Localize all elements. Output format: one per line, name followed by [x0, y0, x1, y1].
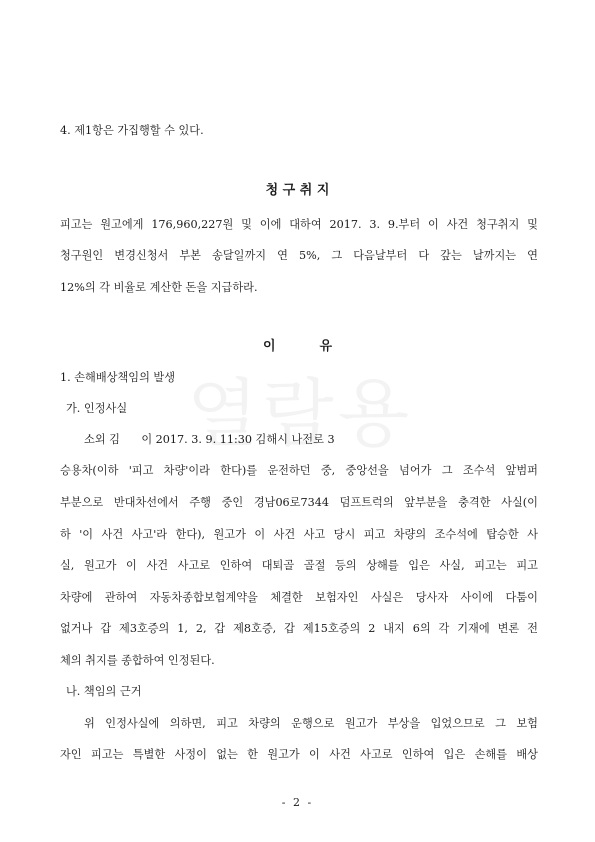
claim-heading: 청 구 취 지: [265, 183, 330, 198]
section-1-title: 1. 손해배상책임의 발생: [60, 371, 176, 384]
reason-heading-right: 유: [319, 339, 333, 354]
claim-line-1: 피고는 원고에게 176,960,227원 및 이에 대하여 2017. 3. 9.부터 이 사건 청구취지 및: [60, 218, 538, 231]
subsection-na-title: 나. 책임의 근거: [66, 685, 142, 698]
claim-line-3: 12%의 각 비율로 계산한 돈을 지급하라.: [60, 281, 258, 294]
reason-heading: [0, 339, 595, 355]
facts-line-4: 하 '이 사건 사고'라 한다), 원고가 이 사건 사고 당시 피고 차량의 조수석에 탑승한 사: [60, 528, 538, 541]
facts-line-6: 차량에 관하여 자동차종합보험계약을 체결한 보험자인 사실은 당사자 사이에 다툼이: [60, 591, 538, 604]
facts-line-3: 부분으로 반대차선에서 주행 중인 경남06로7344 덤프트럭의 앞부분을 충격한 사실(이: [60, 496, 538, 509]
reason-heading-left: 이: [262, 339, 276, 354]
basis-line-2: 자인 피고는 특별한 사정이 없는 한 원고가 이 사건 사고로 인하여 입은 손해를 배상: [60, 748, 538, 761]
claim-line-2: 청구원인 변경신청서 부본 송달일까지 연 5%, 그 다음날부터 다 갚는 날까지는 연: [60, 249, 538, 262]
facts-line-7: 없거나 갑 제3호증의 1, 2, 갑 제8호증, 갑 제15호증의 2 내지 6의 각 기재에 변론 전: [60, 622, 538, 635]
facts-line-1: 소외 김 이 2017. 3. 9. 11:30 김해시 나전로 3: [84, 433, 335, 446]
basis-line-1: 위 인정사실에 의하면, 피고 차량의 운행으로 원고가 부상을 입었으므로 그 보험: [84, 717, 538, 730]
subsection-ga-title: 가. 인정사실: [66, 402, 128, 415]
item-4: 4. 제1항은 가집행할 수 있다.: [60, 124, 204, 137]
facts-line-5: 실, 원고가 이 사건 사고로 인하여 대퇴골 골절 등의 상해를 입은 사실, 피고는 피고: [60, 559, 538, 572]
page-number: - 2 -: [281, 796, 314, 809]
facts-line-8: 체의 취지를 종합하여 인정된다.: [60, 654, 215, 667]
facts-line-2: 승용차(이하 '피고 차량'이라 한다)를 운전하던 중, 중앙선을 넘어가 그 조수석 앞범퍼: [60, 464, 538, 477]
